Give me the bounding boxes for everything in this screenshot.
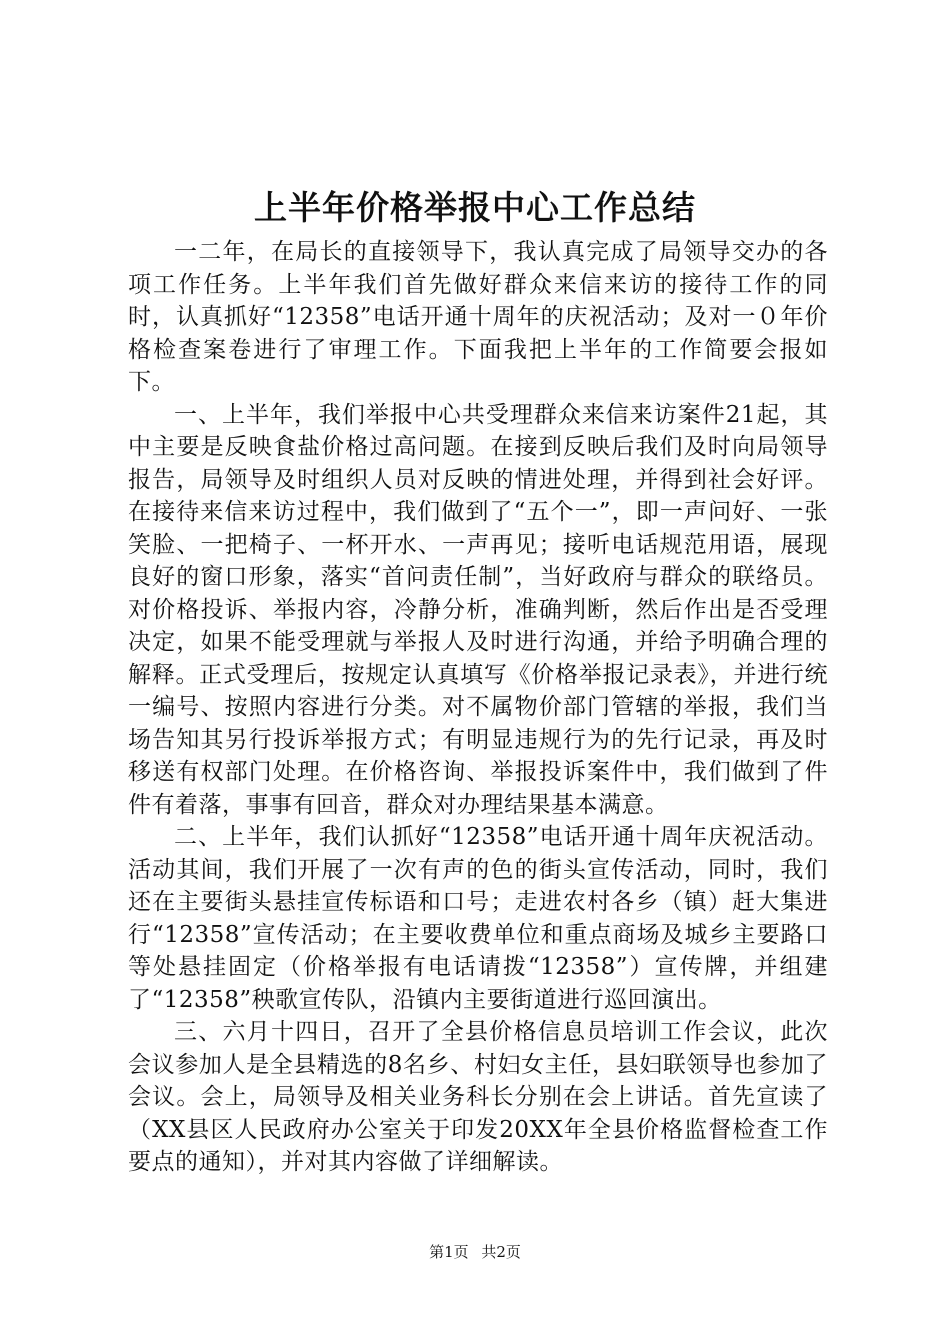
paragraph-section-3: 三、六月十四日，召开了全县价格信息员培训工作会议，此次会议参加人是全县精选的8名乡、村妇女主任，县妇联领导也参加了会议。会上，局领导及相关业务科长分别在会上讲话。首先宣读了（XX县区人民政府办公室关于印发20XX年全县价格监督检查工作要点的通知），并对其内容做了详细解读。 [128,1019,828,1175]
page-total: 共2页 [481,1243,521,1261]
paragraph-section-2: 二、上半年，我们认抓好“12358”电话开通十周年庆祝活动。活动其间，我们开展了一次有声的色的街头宣传活动，同时，我们还在主要街头悬挂宣传标语和口号；走进农村各乡（镇）赶大集进行“12358”宣传活动；在主要收费单位和重点商场及城乡主要路口等处悬挂固定（价格举报有电话请拨“12358”）宣传牌，并组建了“12358”秧歌宣传队，沿镇内主要街道进行巡回演出。 [128,824,828,1013]
page-number: 第1页 [429,1243,469,1261]
document-title: 上半年价格举报中心工作总结 [254,188,696,227]
paragraph-section-1: 一、上半年，我们举报中心共受理群众来信来访案件21起，其中主要是反映食盐价格过高问题。在接到反映后我们及时向局领导报告，局领导及时组织人员对反映的情进处理，并得到社会好评。在接待来信来访过程中，我们做到了“五个一”，即一声问好、一张笑脸、一把椅子、一杯开水、一声再见；接听电话规范用语，展现良好的窗口形象，落实“首问责任制”，当好政府与群众的联络员。对价格投诉、举报内容，冷静分析，准确判断，然后作出是否受理决定，如果不能受理就与举报人及时进行沟通，并给予明确合理的解释。正式受理后，按规定认真填写《价格举报记录表》，并进行统一编号、按照内容进行分类。对不属物价部门管辖的举报，我们当场告知其另行投诉举报方式；有明显违规行为的先行记录，再及时移送有权部门处理。在价格咨询、举报投诉案件中，我们做到了件件有着落，事事有回音，群众对办理结果基本满意。 [128,401,828,818]
document-body [128,236,828,1179]
page-footer [0,1242,950,1262]
paragraph-intro: 一二年，在局长的直接领导下，我认真完成了局领导交办的各项工作任务。上半年我们首先做好群众来信来访的接待工作的同时，认真抓好“12358”电话开通十周年的庆祝活动；及对一０年价格检查案卷进行了审理工作。下面我把上半年的工作简要会报如下。 [128,239,828,395]
